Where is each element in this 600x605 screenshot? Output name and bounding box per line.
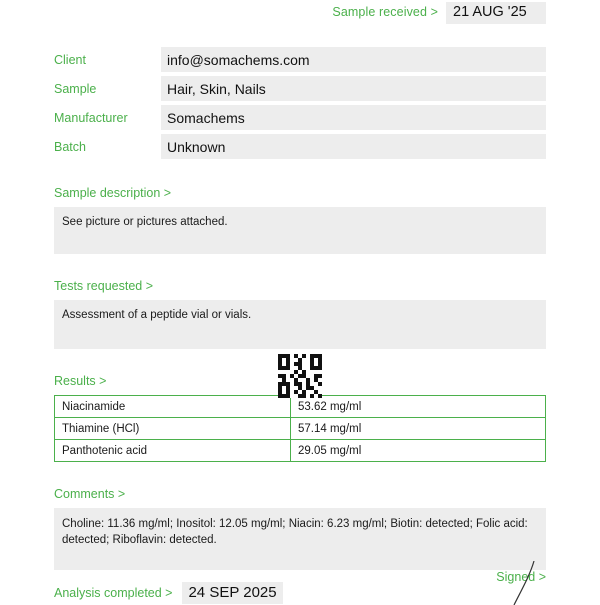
results-title: Results > bbox=[54, 374, 107, 388]
field-value-manufacturer: Somachems bbox=[161, 105, 546, 130]
table-row bbox=[55, 396, 546, 418]
qr-code-icon bbox=[278, 354, 322, 398]
results-table bbox=[54, 395, 546, 462]
results-section bbox=[54, 374, 546, 462]
result-analyte: Niacinamide bbox=[55, 396, 291, 418]
table-row bbox=[55, 418, 546, 440]
field-label-batch: Batch bbox=[54, 139, 86, 154]
field-label-client: Client bbox=[54, 52, 86, 67]
field-row-client bbox=[54, 47, 546, 72]
field-row-sample bbox=[54, 76, 546, 101]
sample-received-header bbox=[54, 0, 546, 28]
result-analyte: Thiamine (HCl) bbox=[55, 418, 291, 440]
analysis-completed-date: 24 SEP 2025 bbox=[182, 582, 282, 604]
comments-section bbox=[54, 487, 546, 570]
tests-requested-title: Tests requested > bbox=[54, 279, 154, 293]
field-value-batch: Unknown bbox=[161, 134, 546, 159]
field-value-sample: Hair, Skin, Nails bbox=[161, 76, 546, 101]
sample-description-box: See picture or pictures attached. bbox=[54, 207, 546, 254]
result-analyte: Panthotenic acid bbox=[55, 440, 291, 462]
field-value-client: info@somachems.com bbox=[161, 47, 546, 72]
result-value: 53.62 mg/ml bbox=[291, 396, 546, 418]
field-row-manufacturer bbox=[54, 105, 546, 130]
field-label-manufacturer: Manufacturer bbox=[54, 110, 128, 125]
sample-description-section bbox=[54, 186, 546, 254]
tests-requested-section bbox=[54, 279, 546, 349]
client-fields bbox=[54, 47, 546, 159]
analysis-completed bbox=[54, 582, 283, 604]
field-row-batch bbox=[54, 134, 546, 159]
comments-box: Choline: 11.36 mg/ml; Inositol: 12.05 mg/ml; Niacin: 6.23 mg/ml; Biotin: detected; Folic acid: detected; Riboflavin: detected. bbox=[54, 508, 546, 570]
comments-title: Comments > bbox=[54, 487, 126, 501]
sample-received-label: Sample received > bbox=[332, 5, 438, 19]
signed-label: Signed > bbox=[496, 570, 546, 584]
signature-mark bbox=[508, 561, 538, 605]
signature-block bbox=[426, 570, 546, 604]
analysis-completed-label: Analysis completed > bbox=[54, 586, 173, 600]
table-row bbox=[55, 440, 546, 462]
field-label-sample: Sample bbox=[54, 81, 97, 96]
result-value: 57.14 mg/ml bbox=[291, 418, 546, 440]
tests-requested-box: Assessment of a peptide vial or vials. bbox=[54, 300, 546, 349]
result-value: 29.05 mg/ml bbox=[291, 440, 546, 462]
sample-description-title: Sample description > bbox=[54, 186, 172, 200]
sample-received-date: 21 AUG '25 bbox=[446, 2, 546, 24]
report-footer bbox=[54, 570, 546, 604]
